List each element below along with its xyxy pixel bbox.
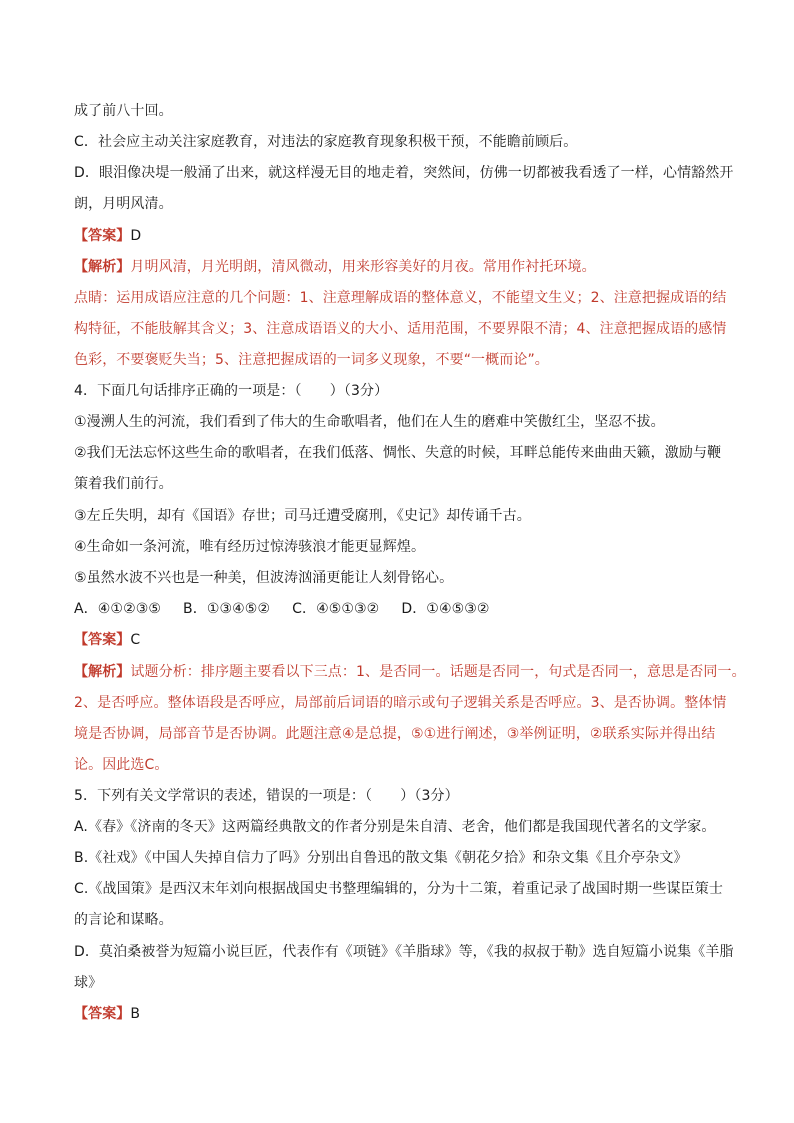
sentence-3: ③左丘失明，却有《国语》存世；司马迁遭受腐刑，《史记》却传诵千古。 [74,508,531,524]
answer-value: B [130,1006,141,1022]
sentence-4: ④生命如一条河流，唯有经历过惊涛骇浪才能更显辉煌。 [74,539,426,555]
analysis-text: 试题分析：排序题主要看以下三点：1、是否同一。话题是否同一，句式是否同一，意思是否同一。 [130,664,746,680]
answer-tag: 【答案】 [74,632,131,648]
tip-line: 构特征，不能肢解其含义；3、注意成语语义的大小、适用范围，不要界限不清；4、注意把握成语的感情 [74,321,727,337]
sentence-1: ①漫溯人生的河流，我们看到了伟大的生命歌唱者，他们在人生的磨难中笑傲红尘，坚忍不拔。 [74,414,665,430]
text-line: 的言论和谋略。 [74,912,173,928]
analysis-line: 境是否协调，局部音节是否协调。此题注意④是总提，⑤①进行阐述，③举例证明，②联系实际并得出结 [74,726,716,742]
analysis-text: 月明风清，月光明朗，清风微动，用来形容美好的月夜。常用作衬托环境。 [130,259,596,275]
answer-tag: 【答案】 [74,228,131,244]
question-4: 4．下面几句话排序正确的一项是：（ ）（3分） [74,383,389,399]
question-5: 5．下列有关文学常识的表述，错误的一项是：（ ）（3分） [74,788,459,804]
sentence-2: ②我们无法忘怀这些生命的歌唱者，在我们低落、惆怅、失意的时候，耳畔总能传来曲曲天籁，激励与鞭 [74,445,722,461]
analysis-tag: 【解析】 [74,664,131,680]
analysis-tag: 【解析】 [74,259,131,275]
analysis-line [74,257,724,277]
answer-line [74,226,724,246]
option-d: D．眼泪像决堤一般涌了出来，就这样漫无目的地走着，突然间，仿佛一切都被我看透了一样，心情豁然开 [74,165,734,181]
option-d: D．①④⑤③② [401,601,490,617]
answer-value: D [130,228,142,244]
option-d: D．莫泊桑被誉为短篇小说巨匠，代表作有《项链》《羊脂球》等，《我的叔叔于勒》选自短篇小说集《羊脂 [74,944,734,960]
answer-value: C [130,632,141,648]
option-a: A．④①②③⑤ [74,601,162,617]
analysis-line: 论。因此选C。 [74,757,169,773]
text-line: 策着我们前行。 [74,476,173,492]
options-row [74,599,724,619]
option-b: B.《社戏》《中国人失掉自信力了吗》分别出自鲁迅的散文集《朝花夕拾》和杂文集《且介亭杂文》 [74,850,688,866]
text-line: 成了前八十回。 [74,103,173,119]
answer-line [74,1004,724,1024]
option-a: A.《春》《济南的冬天》这两篇经典散文的作者分别是朱自清、老舍，他们都是我国现代著名的文学家。 [74,819,716,835]
analysis-line [74,662,746,682]
text-line: 球》 [74,975,103,991]
tip-line: 色彩，不要褒贬失当；5、注意把握成语的一词多义现象，不要“一概而论”。 [74,352,549,368]
tip-line: 点睛：运用成语应注意的几个问题：1、注意理解成语的整体意义，不能望文生义；2、注意把握成语的结 [74,290,727,306]
answer-tag: 【答案】 [74,1006,131,1022]
analysis-line: 2、是否呼应。整体语段是否呼应，局部前后词语的暗示或句子逻辑关系是否呼应。3、是否协调。整体情 [74,695,727,711]
text-line: 朗，月明风清。 [74,196,173,212]
option-c: C.《战国策》是西汉末年刘向根据战国史书整理编辑的，分为十二策，着重记录了战国时期一些谋臣策士 [74,881,723,897]
option-c: C．社会应主动关注家庭教育，对违法的家庭教育现象积极干预，不能瞻前顾后。 [74,134,578,150]
option-b: B．①③④⑤② [183,601,271,617]
option-c: C．④⑤①③② [292,601,380,617]
sentence-5: ⑤虽然水波不兴也是一种美，但波涛汹涌更能让人刻骨铭心。 [74,570,454,586]
answer-line [74,630,724,650]
